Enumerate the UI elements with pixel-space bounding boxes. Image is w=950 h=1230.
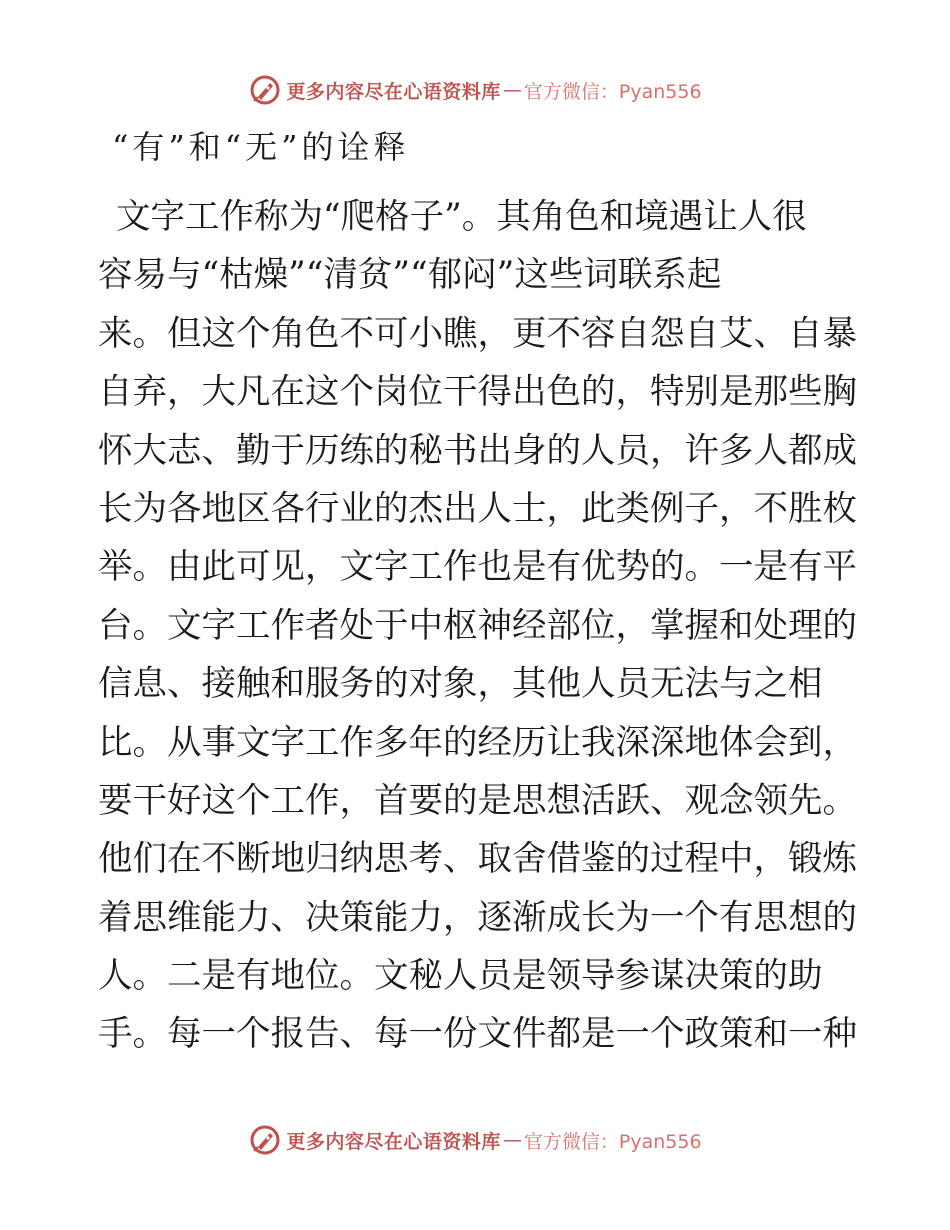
body-line: 举。由此可见，文字工作也是有优势的。一是有平 bbox=[98, 547, 857, 588]
body-line: 比。从事文字工作多年的经历让我深深地体会到， bbox=[98, 722, 857, 763]
body-line: 人。二是有地位。文秘人员是领导参谋决策的助 bbox=[98, 956, 823, 997]
body-line: 怀大志、勤于历练的秘书出身的人员，许多人都成 bbox=[98, 430, 857, 471]
footer-wechat-text: 官方微信：Pyan556 bbox=[523, 1130, 702, 1153]
body-line: 来。但这个角色不可小瞧，更不容自怨自艾、自暴 bbox=[98, 313, 857, 354]
document-title: “有”和“无”的诠释 bbox=[112, 128, 410, 166]
header-brand-text: 更多内容尽在心语资料库 bbox=[286, 80, 501, 103]
header-wechat-text: 官方微信：Pyan556 bbox=[523, 80, 702, 103]
body-line: 信息、接触和服务的对象，其他人员无法与之相 bbox=[98, 664, 823, 705]
body-line: 文字工作称为“爬格子”。其角色和境遇让人很 bbox=[116, 197, 807, 237]
body-line: 容易与“枯燥”“清贫”“郁闷”这些词联系起 bbox=[98, 255, 722, 296]
body-line: 手。每一个报告、每一份文件都是一个政策和一种 bbox=[98, 1014, 857, 1055]
footer-banner bbox=[0, 1120, 950, 1160]
body-line: 台。文字工作者处于中枢神经部位，掌握和处理的 bbox=[98, 605, 857, 646]
pen-nib-logo-icon bbox=[248, 73, 282, 107]
body-line: 他们在不断地归纳思考、取舍借鉴的过程中，锻炼 bbox=[98, 839, 857, 880]
body-line: 长为各地区各行业的杰出人士，此类例子，不胜枚 bbox=[98, 488, 857, 529]
footer-brand-text: 更多内容尽在心语资料库 bbox=[286, 1130, 501, 1153]
body-line: 要干好这个工作，首要的是思想活跃、观念领先。 bbox=[98, 780, 857, 821]
footer-separator: — bbox=[502, 1129, 522, 1151]
body-line: 自弃，大凡在这个岗位干得出色的，特别是那些胸 bbox=[98, 372, 857, 413]
body-paragraph bbox=[98, 188, 858, 1064]
pen-nib-logo-icon bbox=[248, 1123, 282, 1157]
header-banner bbox=[0, 70, 950, 110]
header-separator: — bbox=[502, 79, 522, 101]
body-line: 着思维能力、决策能力，逐渐成长为一个有思想的 bbox=[98, 897, 857, 938]
